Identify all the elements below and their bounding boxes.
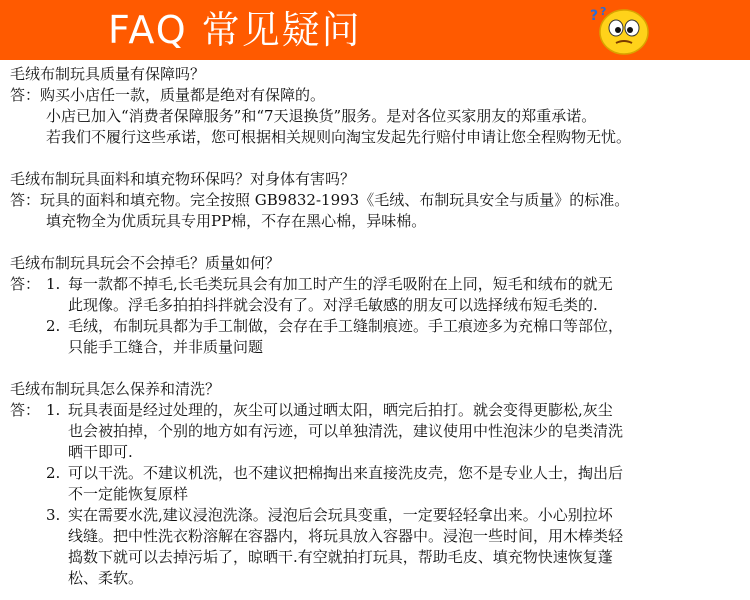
faq-answer-item [10, 505, 745, 526]
faq-answer-line: 若我们不履行这些承诺，您可根据相关规则向淘宝发起先行赔付申请让您全程购物无忧。 [46, 128, 632, 146]
answer-text: 购买小店任一款，质量都是绝对有保障的。 [40, 86, 326, 104]
faq-answer-item [10, 400, 745, 421]
faq-answer-line: 松、柔软。 [68, 569, 144, 587]
faq-answer-line: 不一定能恢复原样 [68, 485, 189, 503]
faq-banner [0, 0, 750, 60]
item-number: 1. [46, 401, 61, 419]
faq-answer-line [10, 85, 745, 106]
faq-answer-line: 只能手工缝合，并非质量问题 [68, 338, 264, 356]
answer-label: 答： [10, 401, 41, 419]
faq-answer-line [10, 190, 745, 211]
item-number: 2. [46, 317, 61, 335]
item-number: 2. [46, 464, 61, 482]
item-number: 1. [46, 275, 61, 293]
faq-answer-item [10, 274, 745, 295]
item-number: 3. [46, 506, 61, 524]
faq-answer-item [10, 316, 745, 337]
answer-text: 每一款都不掉毛,长毛类玩具会有加工时产生的浮毛吸附在上同，短毛和绒布的就无 [68, 275, 613, 293]
faq-answer-line: 小店已加入“消费者保障服务”和“7天退换货”服务。是对各位买家朋友的郑重承诺。 [46, 107, 597, 125]
answer-label: 答： [10, 275, 41, 293]
page-title: FAQ 常见疑问 [108, 8, 362, 52]
faq-answer-item [10, 463, 745, 484]
faq-question: 毛绒布制玩具怎么保养和清洗？ [10, 380, 221, 398]
faq-answer-line: 填充物全为优质玩具专用PP棉，不存在黑心棉，异味棉。 [46, 212, 427, 230]
faq-answer-line: 线缝。把中性洗衣粉溶解在容器内，将玩具放入容器中。浸泡一些时间，用木棒类轻 [68, 527, 624, 545]
faq-answer-line: 此现像。浮毛多拍拍抖拌就会没有了。对浮毛敏感的朋友可以选择绒布短毛类的. [68, 296, 598, 314]
answer-text: 可以干洗。不建议机洗，也不建议把棉掏出来直接洗皮壳，您不是专业人士，掏出后 [68, 464, 624, 482]
faq-answer-line: 也会被拍掉，个别的地方如有污迹，可以单独清洗，建议使用中性泡沫少的皂类清洗 [68, 422, 624, 440]
answer-text: 玩具的面料和填充物。完全按照 GB9832-1993《毛绒、布制玩具安全与质量》的标准。 [40, 191, 630, 209]
answer-label: 答： [10, 86, 41, 104]
faq-answer-line: 晒干即可. [68, 443, 133, 461]
answer-label: 答： [10, 191, 41, 209]
faq-answer-line: 捣数下就可以去掉污垢了，晾晒干.有空就拍打玩具，帮助毛皮、填充物快速恢复蓬 [68, 548, 613, 566]
faq-list [10, 64, 745, 589]
answer-text: 实在需要水洗,建议浸泡洗涤。浸泡后会玩具变重，一定要轻轻拿出来。小心别拉坏 [68, 506, 613, 524]
faq-question: 毛绒布制玩具质量有保障吗？ [10, 65, 206, 83]
faq-question: 毛绒布制玩具玩会不会掉毛？质量如何？ [10, 254, 281, 272]
answer-text: 玩具表面是经过处理的，灰尘可以通过晒太阳，晒完后拍打。就会变得更膨松,灰尘 [68, 401, 613, 419]
faq-question: 毛绒布制玩具面料和填充物环保吗？对身体有害吗？ [10, 170, 356, 188]
answer-text: 毛绒，布制玩具都为手工制做，会存在手工缝制痕迹。手工痕迹多为充棉口等部位， [68, 317, 624, 335]
confused-smiley-icon [588, 4, 654, 56]
svg-text:?: ? [600, 5, 607, 18]
svg-text:?: ? [590, 8, 599, 24]
